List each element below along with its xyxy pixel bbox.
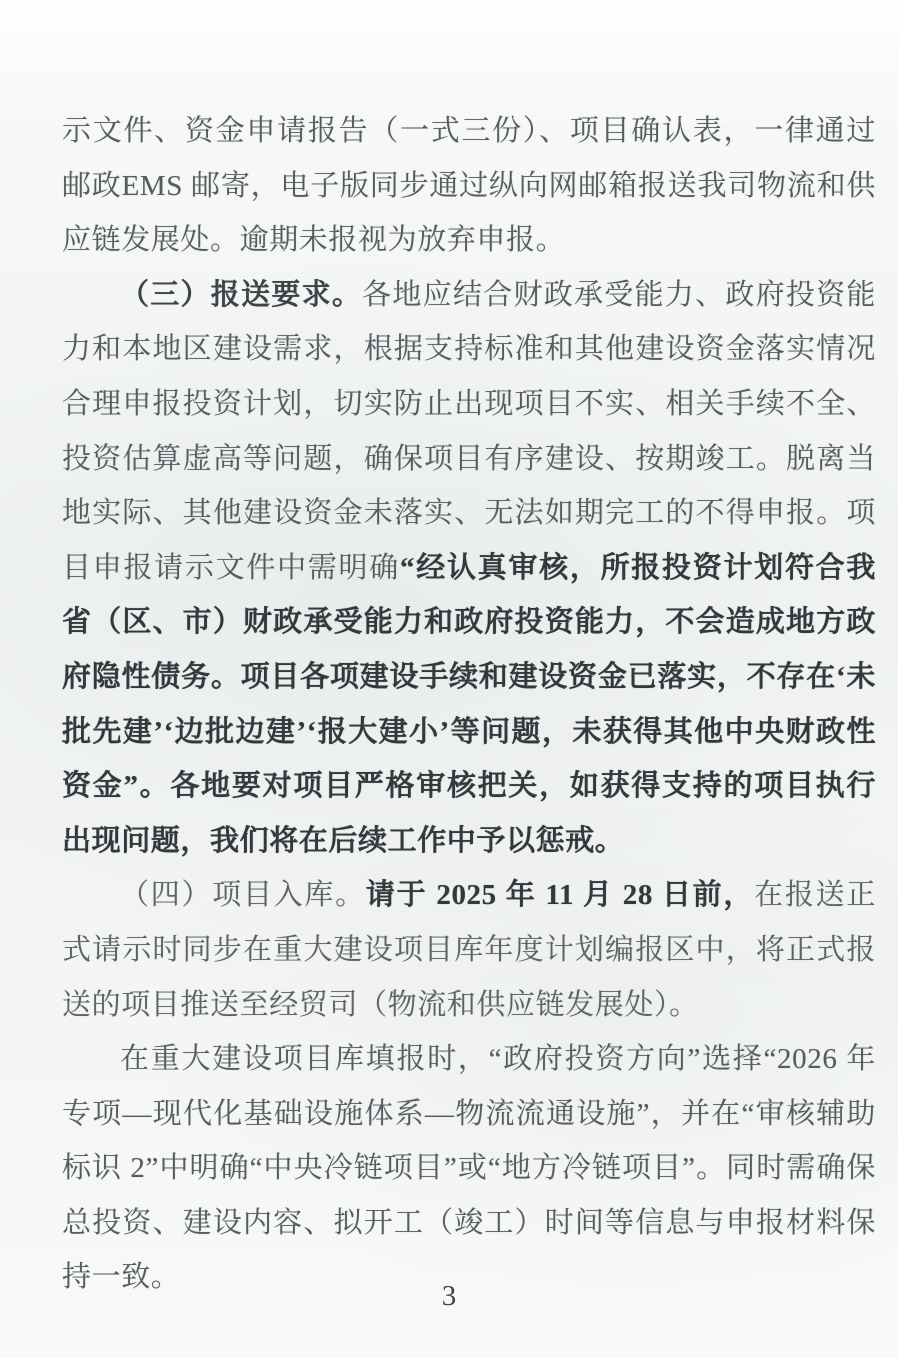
page-number: 3 (441, 1280, 457, 1312)
text-segment: 示文件、资金申请报告（一式三份）、项目确认表，一律通过邮政EMS 邮寄，电子版同步通过纵向网邮箱报送我司物流和供应链发展处。逾期未报视为放弃申报。 (62, 115, 876, 257)
paragraph (62, 104, 876, 268)
document-body (62, 104, 876, 1305)
text-segment: “经认真审核，所报投资计划符合我省（区、市）财政承受能力和政府投资能力，不会造成地方政府隐性债务。项目各项建设手续和建设资金已落实，不存在‘未批先建’‘边批边建’‘报大建小’等问题，未获得其他中央财政性资金”。各地要对项目严格审核把关，如获得支持的项目执行出现问题，我们将在后续工作中予以惩戒。 (62, 551, 876, 857)
paragraph (62, 868, 876, 1032)
paragraph (62, 1032, 876, 1305)
paragraph (62, 268, 876, 869)
text-segment: 在重大建设项目库填报时，“政府投资方向”选择“2026 年专项—现代化基础设施体系—物流流通设施”，并在“审核辅助标识 2”中明确“中央冷链项目”或“地方冷链项目”。同时需确保总投资、建设内容、拟开工（竣工）时间等信息与申报材料保持一致。 (62, 1043, 876, 1294)
text-segment: 在报送正式请示时同步在重大建设项目库年度计划编报区中，将正式报送的项目推送至经贸司（物流和供应链发展处）。 (62, 879, 876, 1021)
text-segment: （三）报送要求。 (120, 278, 363, 311)
text-segment: 请于 2025 年 11 月 28 日前， (365, 879, 755, 912)
text-segment: 各地应结合财政承受能力、政府投资能力和本地区建设需求，根据支持标准和其他建设资金落实情况合理申报投资计划，切实防止出现项目不实、相关手续不全、投资估算虚高等问题，确保项目有序建设、按期竣工。脱离当地实际、其他建设资金未落实、无法如期完工的不得申报。项目申报请示文件中需明确 (62, 278, 876, 584)
text-segment: （四）项目入库。 (120, 879, 366, 912)
